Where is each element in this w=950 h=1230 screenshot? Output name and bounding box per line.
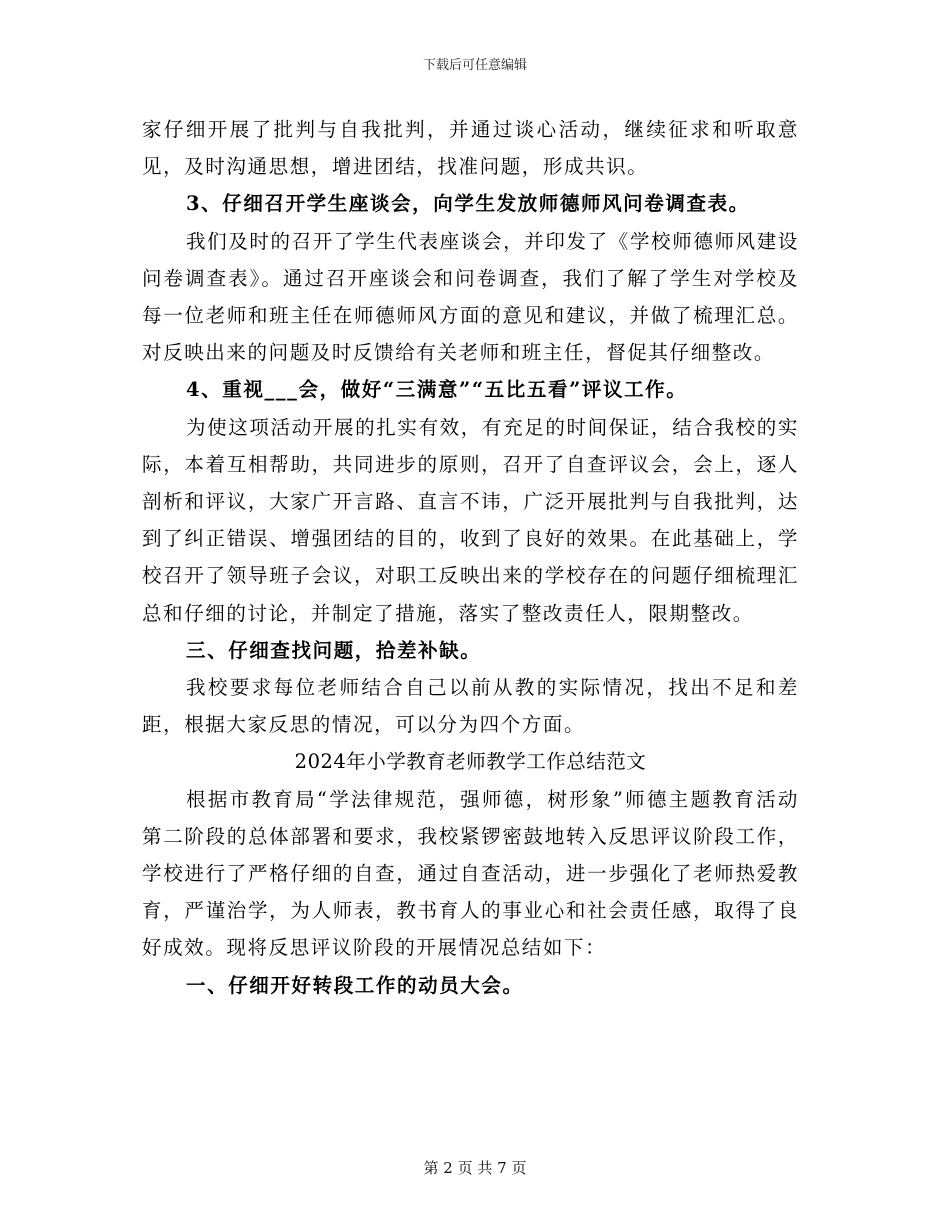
document-body xyxy=(142,111,799,1004)
section-heading-3: 3、仔细召开学生座谈会，向学生发放师德师风问卷调查表。 xyxy=(186,192,750,216)
paragraph-find-problems: 我校要求每位老师结合自己以前从教的实际情况，找出不足和差距，根据大家反思的情况，可以分为四个方面。 xyxy=(142,676,799,737)
paragraph-student-survey: 我们及时的召开了学生代表座谈会，并印发了《学校师德师风建设问卷调查表》。通过召开座谈会和问卷调查，我们了解了学生对学校及每一位老师和班主任在师德师风方面的意见和建议，并做了梳理汇总。对反映出来的问题及时反馈给有关老师和班主任，督促其仔细整改。 xyxy=(142,229,799,365)
section-heading-4: 4、重视___会，做好“三满意”“五比五看”评议工作。 xyxy=(186,378,688,402)
paragraph-intro: 根据市教育局“学法律规范，强师德，树形象”师德主题教育活动第二阶段的总体部署和要求，我校紧锣密鼓地转入反思评议阶段工作，学校进行了严格仔细的自查，通过自查活动，进一步强化了老师热爱教育，严谨治学，为人师表，教书育人的事业心和社会责任感，取得了良好成效。现将反思评议阶段的开展情况总结如下： xyxy=(142,787,799,960)
section-heading-san: 三、仔细查找问题，拾差补缺。 xyxy=(186,638,482,662)
page-number: 第 2 页 共 7 页 xyxy=(423,1159,527,1177)
paragraph-review-meeting: 为使这项活动开展的扎实有效，有充足的时间保证，结合我校的实际，本着互相帮助，共同进步的原则，召开了自查评议会，会上，逐人剖析和评议，大家广开言路、直言不讳，广泛开展批判与自我批判，达到了纠正错误、增强团结的目的，收到了良好的效果。在此基础上，学校召开了领导班子会议，对职工反映出来的学校存在的问题仔细梳理汇总和仔细的讨论，并制定了措施，落实了整改责任人，限期整改。 xyxy=(142,415,799,625)
section-heading-yi: 一、仔细开好转段工作的动员大会。 xyxy=(186,973,524,997)
paragraph-continuation: 家仔细开展了批判与自我批判，并通过谈心活动，继续征求和听取意见，及时沟通思想，增进团结，找准问题，形成共识。 xyxy=(142,118,799,179)
document-title: 2024年小学教育老师教学工作总结范文 xyxy=(294,750,647,774)
page-header-note: 下载后可任意编辑 xyxy=(422,58,527,73)
